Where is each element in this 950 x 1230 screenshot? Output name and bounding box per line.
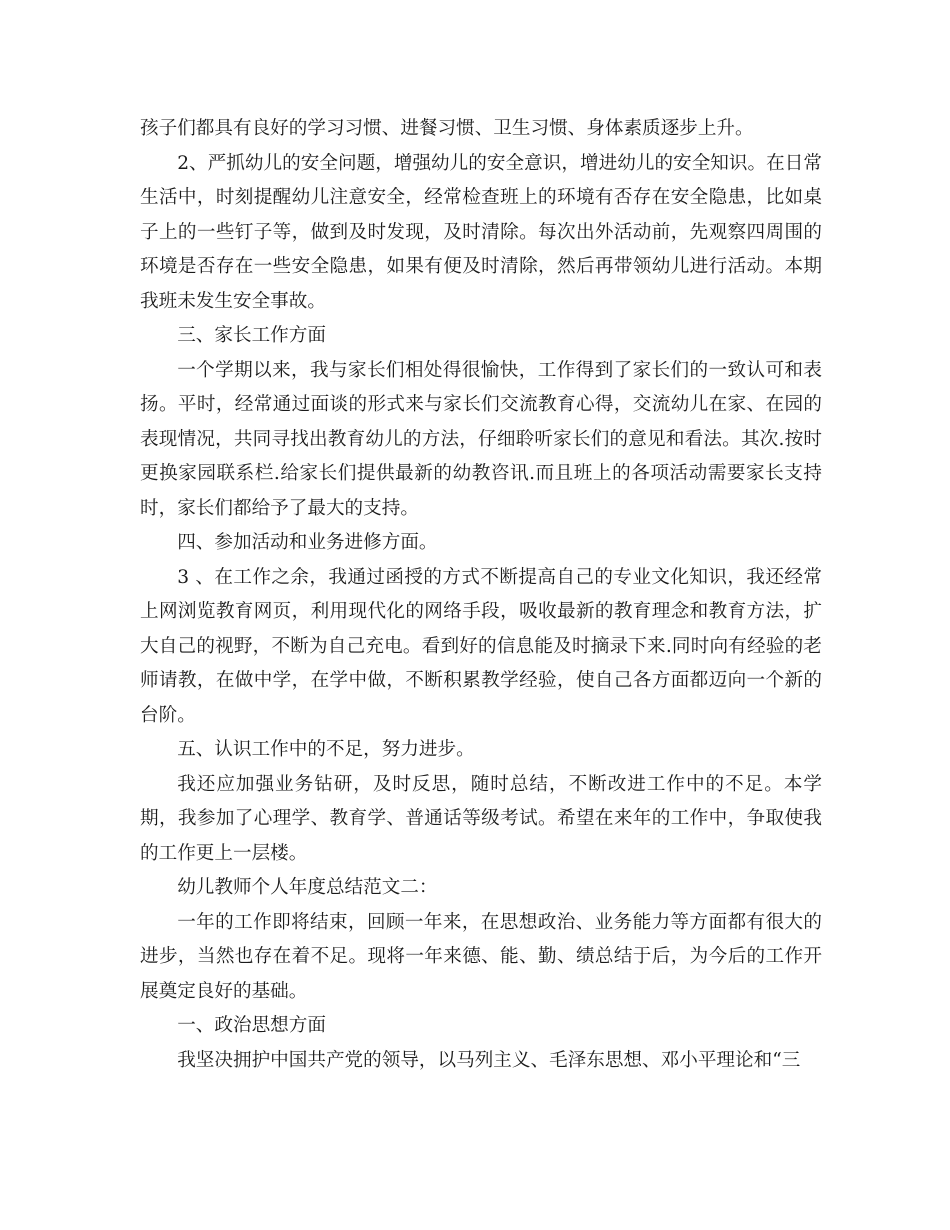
section-heading-activities: 四、参加活动和业务进修方面。 bbox=[177, 532, 438, 553]
paragraph-politics: 我坚决拥护中国共产党的领导，以马列主义、毛泽东思想、邓小平理论和“三 bbox=[177, 1049, 801, 1071]
document-page bbox=[140, 112, 822, 1078]
paragraph-activities: 3 、在工作之余，我通过函授的方式不断提高自己的专业文化知识，我还经常上网浏览教育网页，利用现代化的网络手段，吸收最新的教育理念和教育方法，扩大自己的视野，不断为自己充电。看到好的信息能及时摘录下来.同时向有经验的老师请教，在做中学，在学中做，不断积累教学经验，使自己各方面都迈向一个新的台阶。 bbox=[140, 566, 822, 726]
paragraph-shortcomings: 我还应加强业务钻研，及时反思，随时总结，不断改进工作中的不足。本学期，我参加了心理学、教育学、普通话等级考试。希望在来年的工作中，争取使我的工作更上一层楼。 bbox=[140, 773, 822, 864]
paragraph-safety: 2、严抓幼儿的安全问题，增强幼儿的安全意识，增进幼儿的安全知识。在日常生活中，时刻提醒幼儿注意安全，经常检查班上的环境有否存在安全隐患，比如桌子上的一些钉子等，做到及时发现，及时清除。每次出外活动前，先观察四周围的环境是否存在一些安全隐患，如果有便及时清除，然后再带领幼儿进行活动。本期我班未发生安全事故。 bbox=[140, 152, 822, 312]
paragraph-intro: 一年的工作即将结束，回顾一年来，在思想政治、业务能力等方面都有很大的进步，当然也存在着不足。现将一年来德、能、勤、绩总结于后，为今后的工作开展奠定良好的基础。 bbox=[140, 911, 822, 1002]
section-heading-shortcomings: 五、认识工作中的不足，努力进步。 bbox=[177, 739, 475, 760]
paragraph-continuation: 孩子们都具有良好的学习习惯、进餐习惯、卫生习惯、身体素质逐步上升。 bbox=[140, 118, 754, 139]
section-heading-parents: 三、家长工作方面 bbox=[177, 325, 326, 346]
section-heading-politics: 一、政治思想方面 bbox=[177, 1015, 326, 1036]
paragraph-parents: 一个学期以来，我与家长们相处得很愉快，工作得到了家长们的一致认可和表扬。平时，经常通过面谈的形式来与家长们交流教育心得，交流幼儿在家、在园的表现情况，共同寻找出教育幼儿的方法，仔细聆听家长们的意见和看法。其次.按时更换家园联系栏.给家长们提供最新的幼教咨讯.而且班上的各项活动需要家长支持时，家长们都给予了最大的支持。 bbox=[140, 359, 822, 519]
sample-two-title: 幼儿教师个人年度总结范文二： bbox=[177, 877, 438, 898]
